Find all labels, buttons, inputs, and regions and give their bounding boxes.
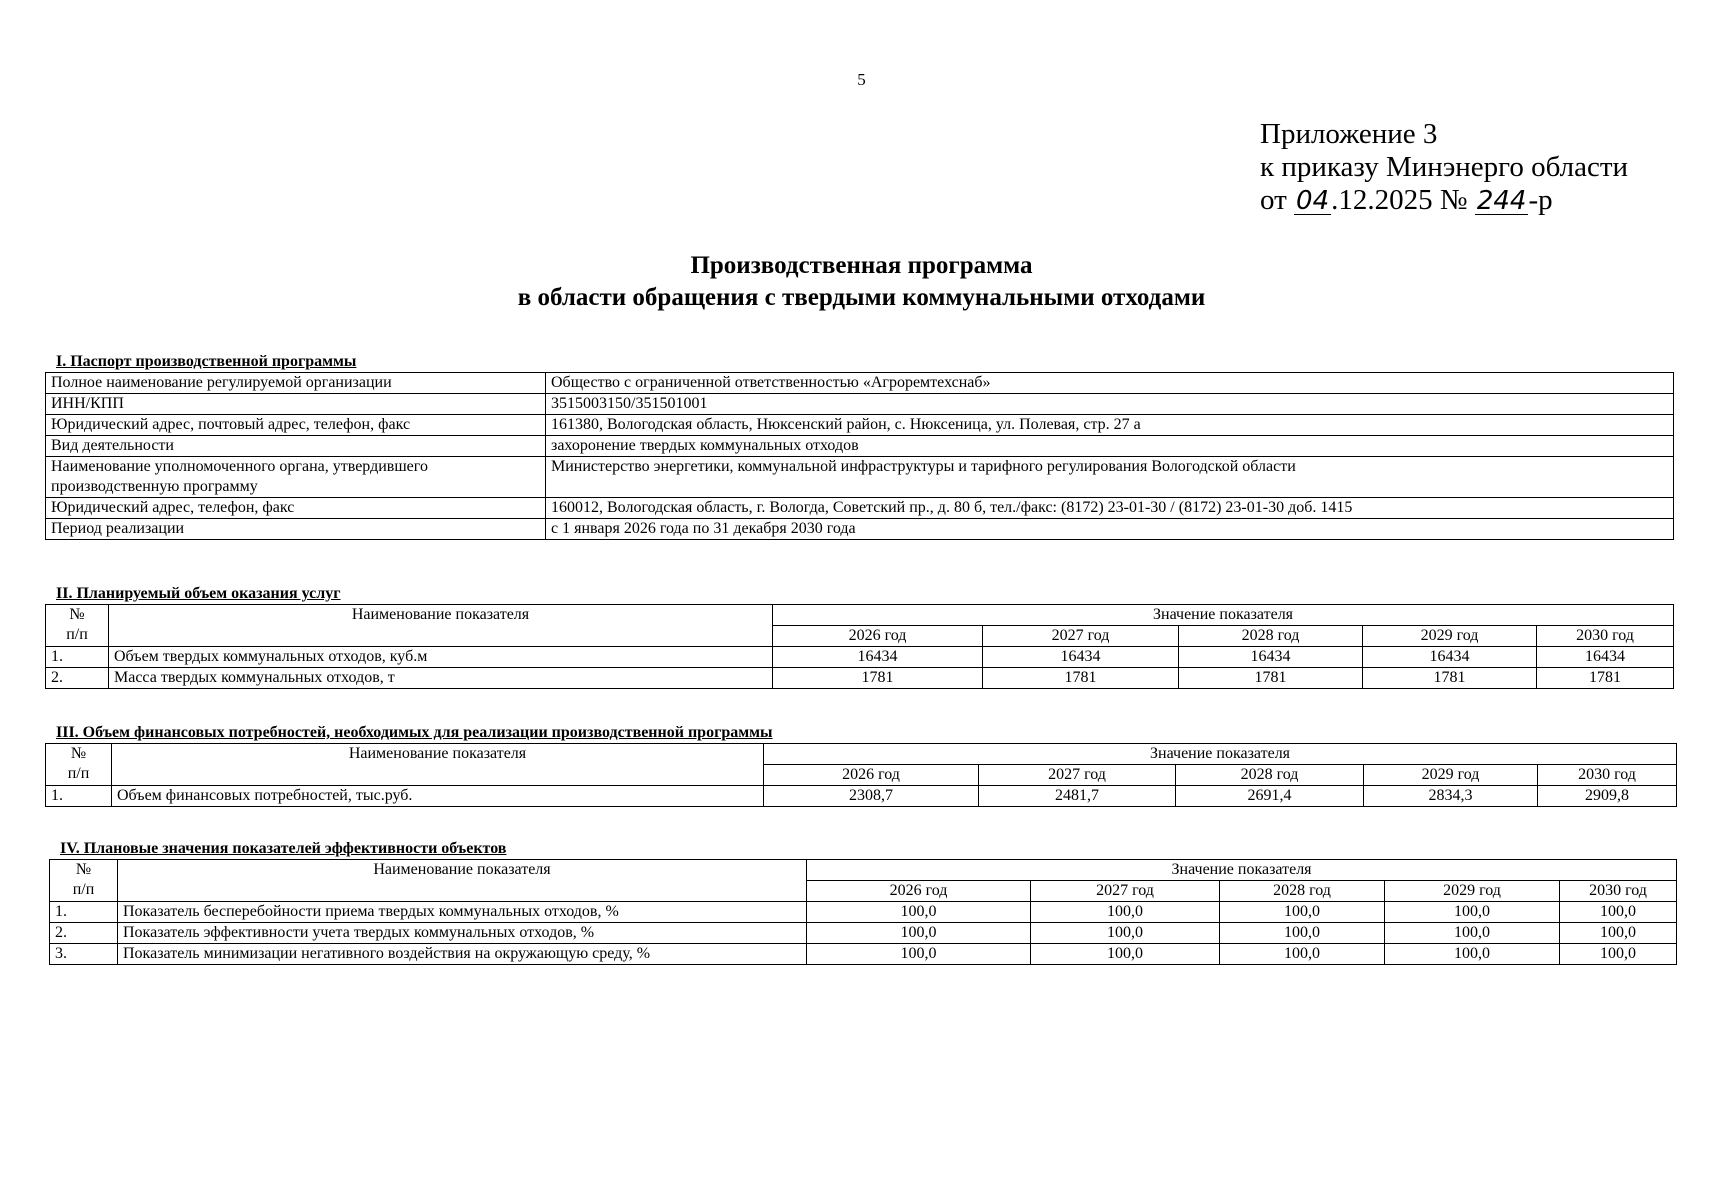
passport-row bbox=[46, 415, 1674, 436]
number-abbrev: п/п bbox=[66, 626, 88, 643]
services-number-header bbox=[46, 605, 109, 647]
title-line1: Производственная программа bbox=[690, 252, 1033, 279]
finance-year-header: 2028 год bbox=[1176, 765, 1364, 786]
passport-label: Наименование уполномоченного органа, утвердившего производственную программу bbox=[46, 457, 546, 498]
services-row-value: 16434 bbox=[773, 647, 983, 668]
efficiency-row-value: 100,0 bbox=[1385, 902, 1560, 923]
services-row-value: 1781 bbox=[1179, 668, 1363, 689]
services-row-value: 1781 bbox=[983, 668, 1179, 689]
section1-heading: I. Паспорт производственной программы bbox=[56, 353, 357, 370]
passport-label: Период реализации bbox=[46, 519, 546, 540]
finance-row-value: 2834,3 bbox=[1364, 786, 1538, 807]
passport-row bbox=[46, 373, 1674, 394]
efficiency-row-value: 100,0 bbox=[1560, 902, 1677, 923]
efficiency-row-number: 3. bbox=[50, 944, 118, 965]
passport-label: ИНН/КПП bbox=[46, 394, 546, 415]
services-row-name: Масса твердых коммунальных отходов, т bbox=[109, 668, 773, 689]
finance-row-name: Объем финансовых потребностей, тыс.руб. bbox=[112, 786, 764, 807]
passport-label: Юридический адрес, почтовый адрес, телефон, факс bbox=[46, 415, 546, 436]
handwritten-day: 04 bbox=[1296, 186, 1330, 216]
annex-date-rest: .12.2025 № bbox=[1331, 184, 1468, 216]
services-row-value: 16434 bbox=[1179, 647, 1363, 668]
services-year-header: 2030 год bbox=[1537, 626, 1674, 647]
efficiency-year-header: 2030 год bbox=[1560, 881, 1677, 902]
efficiency-indicators-table bbox=[49, 859, 1677, 965]
services-year-header: 2029 год bbox=[1363, 626, 1537, 647]
passport-row bbox=[46, 436, 1674, 457]
passport-value: захоронение твердых коммунальных отходов bbox=[546, 436, 1674, 457]
finance-year-header: 2027 год bbox=[979, 765, 1176, 786]
efficiency-year-header: 2028 год bbox=[1220, 881, 1385, 902]
financial-needs-table bbox=[45, 743, 1677, 807]
annex-line1: Приложение 3 bbox=[1260, 118, 1438, 150]
number-sign: № bbox=[75, 861, 92, 878]
efficiency-row-name: Показатель бесперебойности приема твердых коммунальных отходов, % bbox=[118, 902, 807, 923]
efficiency-year-header: 2027 год bbox=[1031, 881, 1220, 902]
passport-row bbox=[46, 519, 1674, 540]
finance-row-value: 2691,4 bbox=[1176, 786, 1364, 807]
efficiency-row-number: 1. bbox=[50, 902, 118, 923]
efficiency-row-name: Показатель минимизации негативного воздействия на окружающую среду, % bbox=[118, 944, 807, 965]
services-row bbox=[46, 647, 1674, 668]
efficiency-row-value: 100,0 bbox=[1560, 944, 1677, 965]
passport-label: Вид деятельности bbox=[46, 436, 546, 457]
passport-row bbox=[46, 498, 1674, 519]
finance-value-header: Значение показателя bbox=[764, 744, 1677, 765]
finance-number-header bbox=[46, 744, 112, 786]
efficiency-row-value: 100,0 bbox=[1031, 923, 1220, 944]
section2-heading: II. Планируемый объем оказания услуг bbox=[56, 585, 341, 602]
services-year-header: 2028 год bbox=[1179, 626, 1363, 647]
efficiency-row bbox=[50, 944, 1677, 965]
passport-row bbox=[46, 394, 1674, 415]
passport-row bbox=[46, 457, 1674, 498]
efficiency-row-number: 2. bbox=[50, 923, 118, 944]
annex-line2: к приказу Минэнерго области bbox=[1260, 151, 1629, 183]
efficiency-row-value: 100,0 bbox=[1031, 902, 1220, 923]
efficiency-row-value: 100,0 bbox=[1560, 923, 1677, 944]
page-number: 5 bbox=[857, 70, 866, 89]
services-row-value: 16434 bbox=[983, 647, 1179, 668]
efficiency-row-value: 100,0 bbox=[807, 902, 1031, 923]
services-year-header: 2027 год bbox=[983, 626, 1179, 647]
passport-value: Министерство энергетики, коммунальной инфраструктуры и тарифного регулирования Вологодской области bbox=[546, 457, 1674, 498]
efficiency-value-header: Значение показателя bbox=[807, 860, 1677, 881]
services-name-header: Наименование показателя bbox=[109, 605, 773, 647]
finance-year-header: 2029 год bbox=[1364, 765, 1538, 786]
efficiency-row-value: 100,0 bbox=[1220, 902, 1385, 923]
finance-row bbox=[46, 786, 1677, 807]
finance-year-header: 2026 год bbox=[764, 765, 979, 786]
efficiency-row-value: 100,0 bbox=[1031, 944, 1220, 965]
document-title bbox=[0, 250, 1723, 314]
title-line2: в области обращения с твердыми коммунальными отходами bbox=[517, 284, 1206, 311]
finance-row-value: 2308,7 bbox=[764, 786, 979, 807]
services-value-header: Значение показателя bbox=[773, 605, 1674, 626]
finance-year-header: 2030 год bbox=[1538, 765, 1677, 786]
number-sign: № bbox=[69, 606, 85, 623]
services-row-number: 1. bbox=[46, 647, 109, 668]
passport-value: Общество с ограниченной ответственностью «Агроремтехснаб» bbox=[546, 373, 1674, 394]
services-row bbox=[46, 668, 1674, 689]
services-header-row bbox=[46, 605, 1674, 626]
efficiency-row-value: 100,0 bbox=[807, 944, 1031, 965]
section4-heading: IV. Плановые значения показателей эффективности объектов bbox=[60, 840, 507, 857]
passport-table bbox=[45, 372, 1674, 540]
services-row-value: 1781 bbox=[1537, 668, 1674, 689]
finance-row-value: 2909,8 bbox=[1538, 786, 1677, 807]
number-sign: № bbox=[70, 745, 87, 762]
number-abbrev: п/п bbox=[67, 765, 90, 782]
efficiency-row-value: 100,0 bbox=[807, 923, 1031, 944]
services-row-value: 16434 bbox=[1537, 647, 1674, 668]
efficiency-number-header bbox=[50, 860, 118, 902]
efficiency-header-row bbox=[50, 860, 1677, 881]
annex-line3 bbox=[1260, 184, 1628, 217]
services-row-value: 1781 bbox=[1363, 668, 1537, 689]
annex-from: от bbox=[1260, 184, 1287, 216]
efficiency-row-value: 100,0 bbox=[1220, 944, 1385, 965]
passport-value: 3515003150/351501001 bbox=[546, 394, 1674, 415]
section3-heading: III. Объем финансовых потребностей, необходимых для реализации производственной программы bbox=[56, 724, 773, 741]
finance-row-value: 2481,7 bbox=[979, 786, 1176, 807]
passport-value: с 1 января 2026 года по 31 декабря 2030 года bbox=[546, 519, 1674, 540]
efficiency-row-value: 100,0 bbox=[1220, 923, 1385, 944]
services-row-number: 2. bbox=[46, 668, 109, 689]
efficiency-row bbox=[50, 902, 1677, 923]
efficiency-row-value: 100,0 bbox=[1385, 923, 1560, 944]
services-year-header: 2026 год bbox=[773, 626, 983, 647]
annex-block bbox=[1260, 118, 1628, 217]
efficiency-row-value: 100,0 bbox=[1385, 944, 1560, 965]
efficiency-row bbox=[50, 923, 1677, 944]
passport-value: 161380, Вологодская область, Нюксенский район, с. Нюксеница, ул. Полевая, стр. 27 а bbox=[546, 415, 1674, 436]
efficiency-year-header: 2029 год bbox=[1385, 881, 1560, 902]
finance-header-row bbox=[46, 744, 1677, 765]
efficiency-name-header: Наименование показателя bbox=[118, 860, 807, 902]
passport-value: 160012, Вологодская область, г. Вологда, Советский пр., д. 80 б, тел./факс: (8172) 23-01-30 / (8172) 23-01-30 доб. 1415 bbox=[546, 498, 1674, 519]
services-volume-table bbox=[45, 604, 1674, 689]
services-row-name: Объем твердых коммунальных отходов, куб.м bbox=[109, 647, 773, 668]
number-abbrev: п/п bbox=[72, 881, 95, 898]
efficiency-year-header: 2026 год bbox=[807, 881, 1031, 902]
passport-label: Полное наименование регулируемой организации bbox=[46, 373, 546, 394]
handwritten-order-number: 244 bbox=[1476, 186, 1527, 216]
finance-name-header: Наименование показателя bbox=[112, 744, 764, 786]
annex-suffix: -р bbox=[1528, 184, 1553, 216]
services-row-value: 1781 bbox=[773, 668, 983, 689]
passport-label: Юридический адрес, телефон, факс bbox=[46, 498, 546, 519]
efficiency-row-name: Показатель эффективности учета твердых коммунальных отходов, % bbox=[118, 923, 807, 944]
services-row-value: 16434 bbox=[1363, 647, 1537, 668]
finance-row-number: 1. bbox=[46, 786, 112, 807]
